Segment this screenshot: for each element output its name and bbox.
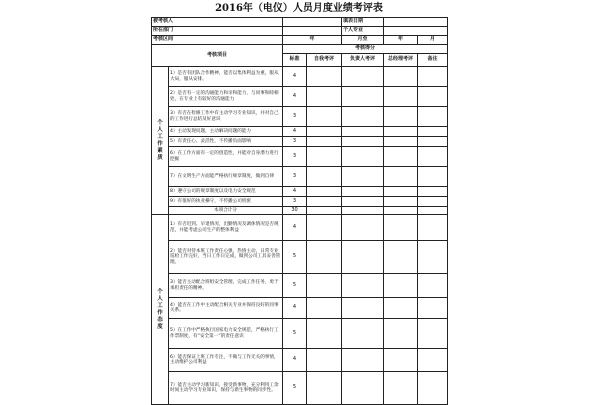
department-label: 所在部门 xyxy=(152,27,283,36)
department-value[interactable] xyxy=(283,27,342,36)
item-standard: 4 xyxy=(283,187,307,197)
supervisor-header: 负责人考评 xyxy=(342,54,384,67)
manager-score-cell[interactable] xyxy=(384,107,418,127)
supervisor-score-cell[interactable] xyxy=(342,349,384,372)
manager-score-cell[interactable] xyxy=(384,298,418,319)
manager-score-cell[interactable] xyxy=(384,67,418,87)
item-text: 6）能否保证上班工作专注，不做与工作无关的事情，主动维护公司利益 xyxy=(169,349,283,372)
item-text: 2）是否有一定的沟通能力和亲和能力，与同事和睦相处，在专业上有较好的沟通能力 xyxy=(169,87,283,107)
table-row xyxy=(152,197,448,207)
table-row xyxy=(152,107,448,127)
page-title: 2016年（电仪）人员月度业绩考评表 xyxy=(215,3,383,14)
item-text: 9）有很好的执业操守，不传播公司机密 xyxy=(169,197,283,207)
examinee-label: 被考核人 xyxy=(152,18,283,27)
remark-header: 备注 xyxy=(418,54,448,67)
supervisor-score-cell[interactable] xyxy=(342,137,384,147)
item-text: 1）是否有团队合作精神，能否以集体利益为重，服从大局，服从安排。 xyxy=(169,67,283,87)
remark-cell[interactable] xyxy=(418,87,448,107)
item-text: 2）能否对待本班工作责任心强，热情主动，日常专业巡检工作完好，当日工作日完成，做到公司工具妥善管理。 xyxy=(169,241,283,274)
remark-cell[interactable] xyxy=(418,187,448,197)
self-score-cell[interactable] xyxy=(307,167,342,187)
fill-date-label: 填表日期 xyxy=(342,18,384,27)
item-standard: 4 xyxy=(283,215,307,241)
table-row xyxy=(152,319,448,349)
subtotal-label: 本项合计分 xyxy=(169,207,283,215)
remark-cell[interactable] xyxy=(418,107,448,127)
manager-score-cell[interactable] xyxy=(384,147,418,167)
item-standard: 3 xyxy=(283,167,307,187)
period-month-end: 月 xyxy=(418,36,448,45)
self-score-cell[interactable] xyxy=(307,67,342,87)
section1-label: 个 人 工 作 素 质 xyxy=(152,67,169,215)
item-standard: 4 xyxy=(283,349,307,372)
evaluation-table xyxy=(151,17,448,405)
score-group-header: 考核得分 xyxy=(283,45,448,54)
examinee-value[interactable] xyxy=(283,18,342,27)
item-text: 6）在工作方面有一定的创造性，并能对自身潜力进行挖掘 xyxy=(169,147,283,167)
period-year-end: 年 xyxy=(384,36,418,45)
self-score-cell[interactable] xyxy=(307,319,342,349)
item-standard: 5 xyxy=(283,274,307,298)
self-score-cell[interactable] xyxy=(307,107,342,127)
specialty-value[interactable] xyxy=(384,27,448,36)
self-score-cell[interactable] xyxy=(307,274,342,298)
item-text: 4）能否在工作中主动配合相关专业并保持良好的同事关系。 xyxy=(169,298,283,319)
supervisor-score-cell[interactable] xyxy=(342,167,384,187)
manager-score-cell[interactable] xyxy=(384,215,418,241)
supervisor-score-cell[interactable] xyxy=(342,107,384,127)
item-standard: 3 xyxy=(283,147,307,167)
remark-cell[interactable] xyxy=(418,215,448,241)
table-row xyxy=(152,127,448,137)
supervisor-score-cell[interactable] xyxy=(342,127,384,137)
manager-score-cell[interactable] xyxy=(384,207,418,215)
self-score-cell[interactable] xyxy=(307,127,342,137)
self-score-cell[interactable] xyxy=(307,87,342,107)
supervisor-score-cell[interactable] xyxy=(342,197,384,207)
table-row xyxy=(152,187,448,197)
item-standard: 4 xyxy=(283,67,307,87)
row-score-group xyxy=(152,45,448,54)
period-year-start: 年 xyxy=(283,36,342,45)
manager-score-cell[interactable] xyxy=(384,274,418,298)
remark-cell[interactable] xyxy=(418,274,448,298)
remark-cell[interactable] xyxy=(418,349,448,372)
supervisor-score-cell[interactable] xyxy=(342,207,384,215)
self-score-cell[interactable] xyxy=(307,207,342,215)
item-standard: 4 xyxy=(283,87,307,107)
remark-cell[interactable] xyxy=(418,147,448,167)
standard-header: 标准 xyxy=(283,54,307,67)
item-standard: 4 xyxy=(283,298,307,319)
item-standard: 4 xyxy=(283,127,307,137)
table-row xyxy=(152,349,448,372)
item-standard: 5 xyxy=(283,372,307,405)
self-score-cell[interactable] xyxy=(307,137,342,147)
table-row xyxy=(152,147,448,167)
remark-cell[interactable] xyxy=(418,67,448,87)
manager-score-cell[interactable] xyxy=(384,349,418,372)
table-row xyxy=(152,87,448,107)
supervisor-score-cell[interactable] xyxy=(342,274,384,298)
remark-cell[interactable] xyxy=(418,319,448,349)
self-score-cell[interactable] xyxy=(307,147,342,167)
remark-cell[interactable] xyxy=(418,298,448,319)
table-row xyxy=(152,67,448,87)
manager-score-cell[interactable] xyxy=(384,187,418,197)
manager-score-cell[interactable] xyxy=(384,127,418,137)
manager-header: 总经理考评 xyxy=(384,54,418,67)
item-text: 5）有责任心、灵活性，不传播负面影响 xyxy=(169,137,283,147)
item-standard: 3 xyxy=(283,197,307,207)
supervisor-score-cell[interactable] xyxy=(342,67,384,87)
table-row xyxy=(152,167,448,187)
remark-cell[interactable] xyxy=(418,127,448,137)
section2-label: 个 人 工 作 态 度 xyxy=(152,215,169,405)
supervisor-score-cell[interactable] xyxy=(342,241,384,274)
row-department xyxy=(152,27,448,36)
item-text: 3）能否主动配合班组安全管理，完成工作任务，勇于承担责任的精神。 xyxy=(169,274,283,298)
item-standard: 3 xyxy=(283,107,307,127)
table-row xyxy=(152,274,448,298)
item-text: 3）有否在检修工作中有主动学习专业知识，并对自己的工作进行总结及好意识 xyxy=(169,107,283,127)
manager-score-cell[interactable] xyxy=(384,167,418,187)
self-score-cell[interactable] xyxy=(307,215,342,241)
remark-cell[interactable] xyxy=(418,207,448,215)
remark-cell[interactable] xyxy=(418,241,448,274)
manager-score-cell[interactable] xyxy=(384,87,418,107)
evaluation-sheet xyxy=(151,0,447,400)
self-score-cell[interactable] xyxy=(307,298,342,319)
table-row xyxy=(152,137,448,147)
self-score-cell[interactable] xyxy=(307,187,342,197)
self-score-cell[interactable] xyxy=(307,349,342,372)
supervisor-score-cell[interactable] xyxy=(342,215,384,241)
table-row xyxy=(152,215,448,241)
supervisor-score-cell[interactable] xyxy=(342,319,384,349)
manager-score-cell[interactable] xyxy=(384,197,418,207)
item-standard: 5 xyxy=(283,241,307,274)
self-score-cell[interactable] xyxy=(307,241,342,274)
table-row xyxy=(152,298,448,319)
subtotal-row xyxy=(152,207,448,215)
manager-score-cell[interactable] xyxy=(384,319,418,349)
item-text: 8）遵守公司的规章制度以及电力安全规范 xyxy=(169,187,283,197)
remark-cell[interactable] xyxy=(418,197,448,207)
period-label: 考核区间 xyxy=(152,36,283,45)
row-examinee xyxy=(152,18,448,27)
supervisor-score-cell[interactable] xyxy=(342,147,384,167)
item-text: 1）有否迟到、早退情况，出勤情况及调休情况是否规范，并能考虑公司生产的整体利益 xyxy=(169,215,283,241)
subtotal-score: 30 xyxy=(283,207,307,215)
remark-cell[interactable] xyxy=(418,137,448,147)
table-row xyxy=(152,241,448,274)
item-standard: 5 xyxy=(283,319,307,349)
item-text: 7）在文明生产方面能严格执行规章制度，做到自律 xyxy=(169,167,283,187)
item-text: 7）能否主动学习新知识，接受新事物，充分利用工余时间主动学习专业知识，保持与新生事物的同步性。 xyxy=(169,372,283,405)
supervisor-score-cell[interactable] xyxy=(342,187,384,197)
remark-cell[interactable] xyxy=(418,167,448,187)
fill-date-value[interactable] xyxy=(384,18,448,27)
period-month-to: 月至 xyxy=(342,36,384,45)
supervisor-score-cell[interactable] xyxy=(342,87,384,107)
self-header: 自我考评 xyxy=(307,54,342,67)
manager-score-cell[interactable] xyxy=(384,137,418,147)
row-period xyxy=(152,36,448,45)
self-score-cell[interactable] xyxy=(307,197,342,207)
manager-score-cell[interactable] xyxy=(384,241,418,274)
specialty-label: 个人专业 xyxy=(342,27,384,36)
supervisor-score-cell[interactable] xyxy=(342,298,384,319)
item-text: 4）主动发现问题，主动解决问题的能力 xyxy=(169,127,283,137)
item-standard: 3 xyxy=(283,137,307,147)
item-column-header: 考核项目 xyxy=(152,45,283,67)
item-text: 5）在工作中严格执行国家电力安全规范，严格执行工作票制度，有“安全第一”的责任意识 xyxy=(169,319,283,349)
